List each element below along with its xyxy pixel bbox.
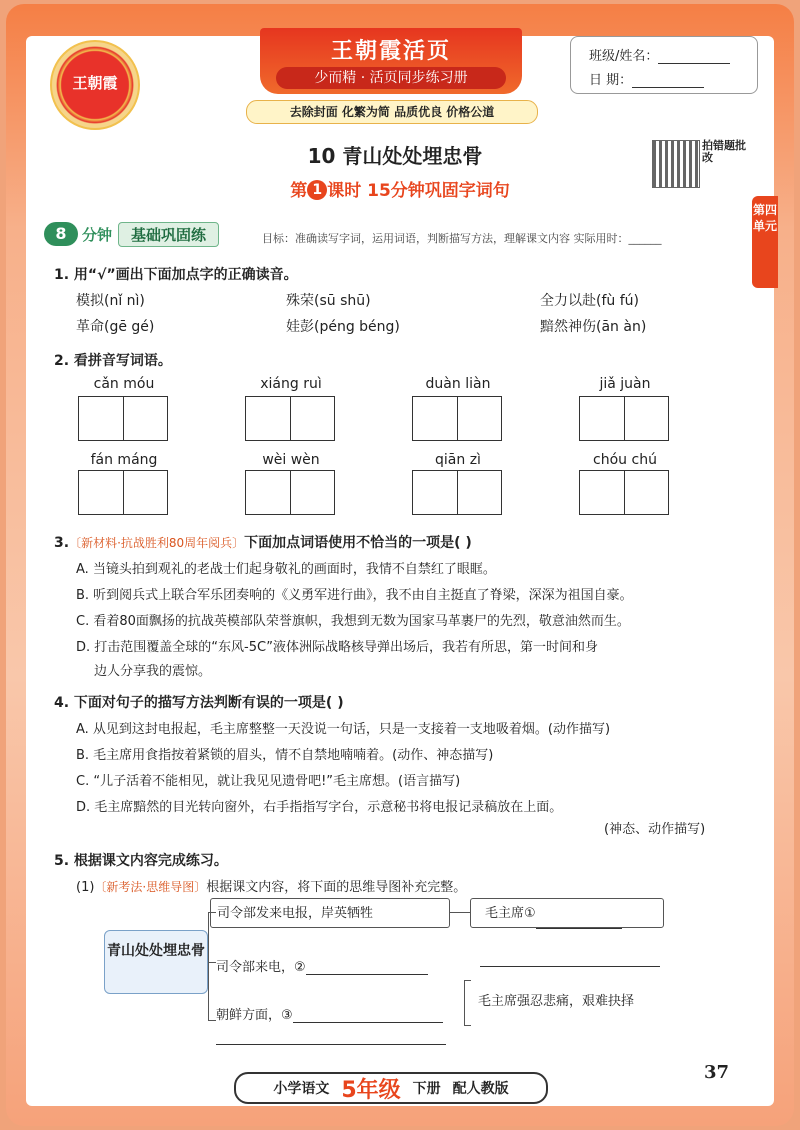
section-minutes-badge: 8 — [44, 222, 78, 246]
section-name: 基础巩固练 — [118, 222, 219, 247]
q4-option[interactable]: A. 从见到这封电报起，毛主席整整一天没说一句话，只是一支接着一支地吸着烟。(动作描写) — [76, 722, 611, 737]
date-row — [589, 69, 704, 88]
q1-prompt: 1. 用“√”画出下面加点字的正确读音。 — [54, 267, 298, 283]
q4-option-continued: (神态、动作描写) — [604, 822, 706, 837]
q3-option[interactable]: A. 当镜头拍到观礼的老战士们起身敬礼的画面时，我情不自禁红了眼眶。 — [76, 562, 496, 577]
mindmap-right-1 — [470, 898, 664, 928]
mindmap-right-1-text: 毛主席① — [485, 906, 536, 921]
mindmap-bracket — [464, 980, 471, 1026]
date-field[interactable] — [632, 87, 704, 88]
q1-item[interactable]: 全力以赴(fù fú) — [540, 293, 639, 309]
qr-code-icon — [652, 140, 700, 188]
brand-subtitle: 少而精 · 活页同步练习册 — [276, 67, 506, 89]
answer-grid[interactable] — [412, 470, 502, 515]
answer-grid[interactable] — [579, 470, 669, 515]
q5-sub-header — [76, 876, 466, 895]
unit-side-tab: 第四单元 — [752, 196, 778, 288]
q1-item[interactable]: 殊荣(sū shū) — [286, 293, 371, 309]
class-name-row — [589, 45, 730, 64]
answer-grid[interactable] — [78, 470, 168, 515]
q5-sub-tag: 〔新考法·思维导图〕 — [94, 880, 207, 894]
footer-edition: 配人教版 — [452, 1081, 509, 1097]
pinyin-label: qiān zì — [435, 452, 481, 468]
q3-option[interactable]: D. 打击范围覆盖全球的“东风-5C”液体洲际战略核导弹出场后，我若有所思，第一时间和身 — [76, 640, 599, 655]
q3-prompt: 下面加点词语使用不恰当的一项是( ) — [244, 535, 472, 551]
student-info-box — [570, 36, 758, 94]
q4-option[interactable]: C. “儿子活着不能相见，就让我见见遗骨吧!”毛主席想。(语言描写) — [76, 774, 461, 789]
mindmap-right-3: 毛主席强忍悲痛，艰难抉择 — [478, 994, 635, 1009]
q1-item[interactable]: 模拟(nǐ nì) — [76, 293, 145, 309]
q2-prompt: 2. 看拼音写词语。 — [54, 353, 172, 369]
q3-option[interactable]: B. 听到阅兵式上联合军乐团奏响的《义勇军进行曲》，我不由自主挺直了脊梁，深深为祖国自豪。 — [76, 588, 633, 603]
answer-blank-3[interactable] — [293, 1022, 443, 1023]
q3-option[interactable]: C. 看着80面飘扬的抗战英模部队荣誉旗帜，我想到无数为国家马革裹尸的先烈，敬意油然而生。 — [76, 614, 630, 629]
pinyin-label: cǎn móu — [93, 376, 155, 392]
logo-text: 王朝霞 — [72, 74, 118, 92]
mindmap-connector — [208, 1020, 216, 1021]
footer-badge — [234, 1072, 548, 1104]
page-number: 37 — [704, 1062, 730, 1083]
lesson-title: 10 青山处处埋忠骨 — [307, 144, 483, 168]
q4-prompt: 4. 下面对句子的描写方法判断有误的一项是( ) — [54, 695, 344, 711]
mindmap-branch-2 — [216, 956, 428, 975]
answer-blank-2[interactable] — [306, 974, 428, 975]
lesson-prefix: 第 — [290, 181, 308, 201]
q1-item[interactable]: 革命(gē gé) — [76, 319, 155, 335]
section-minutes-label: 分钟 — [82, 225, 113, 244]
footer-volume: 下册 — [412, 1081, 441, 1097]
answer-grid[interactable] — [245, 396, 335, 441]
section-header — [44, 222, 219, 246]
q3-option-continued: 边人分享我的震惊。 — [94, 664, 212, 679]
mindmap-center: 青山处处埋忠骨 — [104, 930, 208, 994]
pinyin-label: xiáng ruì — [260, 376, 322, 392]
answer-grid[interactable] — [412, 396, 502, 441]
q5-prompt: 5. 根据课文内容完成练习。 — [54, 853, 228, 869]
mindmap-connector — [208, 912, 209, 1020]
q3-header — [54, 532, 472, 552]
mindmap-connector — [208, 962, 216, 963]
mindmap-branch-3-text: 朝鲜方面，③ — [216, 1008, 293, 1023]
slogan: 去除封面 化繁为简 品质优良 价格公道 — [246, 100, 538, 124]
mindmap-connector — [450, 912, 470, 913]
class-name-label: 班级/姓名： — [589, 49, 659, 64]
q5-sub-number: (1) — [76, 880, 95, 895]
pinyin-label: jiǎ juàn — [599, 376, 651, 392]
mindmap-right-2-line[interactable] — [480, 966, 660, 967]
qr-caption: 拍错题批改 — [702, 139, 746, 164]
q1-item[interactable]: 娃彭(péng béng) — [286, 319, 400, 335]
brand-title: 王朝霞活页 — [330, 38, 451, 64]
answer-grid[interactable] — [78, 396, 168, 441]
q1-item[interactable]: 黯然神伤(ān àn) — [540, 319, 647, 335]
footer-grade: 5年级 — [341, 1077, 401, 1103]
mindmap-branch-1-text: 司令部发来电报，岸英牺牲 — [217, 906, 374, 921]
q5-sub-prompt: 根据课文内容，将下面的思维导图补充完整。 — [206, 880, 467, 895]
pinyin-label: fán máng — [90, 452, 158, 468]
footer-subject: 小学语文 — [273, 1081, 330, 1097]
class-name-field[interactable] — [658, 63, 730, 64]
date-label: 日 期： — [589, 73, 633, 88]
answer-blank-1[interactable] — [536, 928, 622, 929]
pinyin-label: duàn liàn — [425, 376, 491, 392]
q4-option[interactable]: B. 毛主席用食指按着紧锁的眉头，情不自禁地喃喃着。(动作、神态描写) — [76, 748, 494, 763]
pinyin-label: chóu chú — [593, 452, 657, 468]
lesson-text: 课时 15分钟巩固字词句 — [327, 181, 510, 201]
mindmap-branch-3 — [216, 1004, 443, 1023]
pinyin-label: wèi wèn — [262, 452, 320, 468]
q3-tag: 〔新材料·抗战胜利80周年阅兵〕 — [69, 536, 245, 550]
answer-blank-3-line2[interactable] — [216, 1044, 446, 1045]
q3-number: 3. — [54, 535, 70, 551]
answer-grid[interactable] — [245, 470, 335, 515]
answer-grid[interactable] — [579, 396, 669, 441]
mindmap-branch-1 — [210, 898, 450, 928]
mindmap-branch-2-text: 司令部来电，② — [216, 960, 306, 975]
q4-option[interactable]: D. 毛主席黯然的目光转向窗外，右手指指写字台，示意秘书将电报记录稿放在上面。 — [76, 800, 563, 815]
section-goal: 目标：准确读写字词，运用词语，判断描写方法，理解课文内容 实际用时：______ — [262, 232, 662, 245]
lesson-number-badge: 1 — [307, 180, 327, 200]
lesson-subtitle — [200, 176, 600, 201]
